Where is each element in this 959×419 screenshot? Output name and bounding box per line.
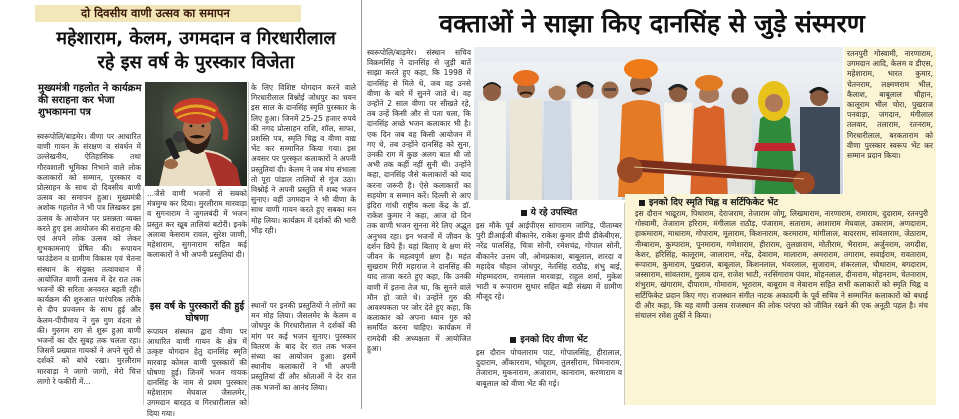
right-headline: वक्ताओं ने साझा किए दानसिंह से जुड़े संस्मरण [439, 9, 865, 38]
left-col3-top-body: के लिए विशिष्ट योगदान करने वाले गिरधारीलाल विश्नोई जोधपुर का चयन इस साल के दानसिंह स्मृति पुरस्कार के लिए हुआ। जिनमें 25-25 हजार रुपये की नगद प्रोत्साहन राशि, शॉल, साफा, प्रशस्ति पत्र, स्मृति चिह्न व वीणा वाद्य भेंट कर सम्मानित किया गया। इस अवसर पर पुरस्कृत कलाकारों ने अपनी प्रस्तुतियां दी। केलम ने जब मंच संभाला तो पूरा पांडाल तालियों से गूंज उठा। विश्नोई ने अपनी प्रस्तुति में शब्द भजन सुनाए। वहीं उगमदान ने भी वीणा के साथ वाणी गायन करते हुए सबका मन मोह लिया। कार्यक्रम में दर्शकों की भारी भीड़ रही। [251, 83, 356, 235]
left-col3-bottom [251, 301, 356, 405]
singer-photo [145, 82, 247, 186]
attendees-subhead [476, 207, 622, 220]
veena-subhead-text: इनको दिए वीणा भेंट [520, 335, 588, 345]
left-col3-bottom-body: स्थानों पर इनकी प्रस्तुतियों ने लोगों का मन मोह लिया। जैसलमेर के केलम व जोधपुर के गिरधारीलाल ने दर्शकों की मांग पर कई भजन सुनाए। पुरस्कार वितरण के बाद देर रात तक भजन संध्या का आयोजन हुआ। इसमें स्थानीय कलाकारों ने भी अपनी प्रस्तुतियां दीं और श्रोताओं ने देर रात तक भजनों का आनंद लिया। [251, 301, 356, 392]
left-column-divider-1 [143, 188, 144, 405]
certificates-text-area [635, 209, 928, 403]
kicker-bar [35, 5, 301, 22]
square-bullet-icon [521, 210, 527, 216]
certificates-subhead-text: इनको दिए स्मृति चिह्न व सर्टिफिकेट भेंट [649, 198, 779, 208]
attendees-subhead-text: ये रहे उपस्थित [530, 208, 578, 218]
right-article [362, 0, 959, 409]
left-headline-line1: महेशाराम, केलम, उगमदान व गिरधारीलाल [56, 28, 336, 49]
names-body: रतनपुरी गोस्वामी, नारणाराम, उगमदान आदि, केलम व डीएस, महेशाराम, भारत कुमार, चेतनराम, लक्ष्मणराम भील, कैलाश, बाबूलाल चौहान, कालूराम भील चोरा, पुखराज पनवाड़ा, जगदान, मंगीलाल तलवार, तलाराम, रतनराम, गिरधारीलाल, बरकताराम को वीणा पुरस्कार स्वरूप भेंट कर सम्मान प्रदान किया। [847, 49, 933, 161]
left-col1 [37, 132, 141, 405]
left-article [0, 0, 360, 418]
veena-body: इस दौरान पोचलाराम पाट, गोपालसिंह, हीरालाल, दुदाराम, औंकारराम, भोदूराम, तुलसीराम, चिमनाराम, तेजाराम, मुकनाराम, अजाराम, कानाराम, करणाराम व बाबूलाल को वीणा भेंट की गई। [476, 348, 622, 388]
attendees-block [476, 221, 622, 331]
veena-subhead [476, 334, 622, 347]
awards-subhead: इस वर्ष के पुरस्कारों की हुई घोषणा [149, 301, 245, 324]
left-deck: मुख्यमंत्री गहलोत ने कार्यक्रम की सराहना कर भेजा शुभकामना पत्र [38, 83, 142, 118]
guest-5 [598, 82, 622, 201]
certificates-box [625, 194, 936, 405]
attendees-body: इस मौके पूर्व आईपीएस सांगाराम जांगिड़, पीताम्बर पुरी डीआईजी बीकानेर, राकेश कुमार डीपी डीकेबीएस, नरेंद्र पालसिंह, चित्रा सोनी, रमेशचंद्र, गोपाल सोनी, बीकानेर उत्तम जी, ओमप्रकाश, बाबूलाल, शारदा व महादेव चौहान जोधपुर, नेतसिंह राठौड़, शंभु बाई, मोहम्मदराम, रामलाल मारवाड़ा, राहुल शर्मा, मुकेश भाटी व रूपाराम सुथार सहित बड़ी संख्या में ग्रामीण मौजूद रहे। [476, 221, 622, 302]
square-bullet-icon [639, 200, 645, 206]
square-bullet-icon [510, 337, 516, 343]
right-col1 [367, 48, 471, 405]
left-col2-bottom-body: रूपायन संस्थान द्वारा वीणा पर आधारित वाणी गायन के क्षेत्र में उत्कृष्ट योगदान हेतु दानसिंह स्मृति मारवाड़ कोमल वाणी पुरस्कारों की घोषणा हुई। जिनमें भजन गायक दानसिंह के नाम से प्रथम पुरस्कार महेशाराम मेघवाल जैसलमेर, उगमदान बारहठ व गिरधारीलाल को दिया गया। [147, 327, 247, 418]
kicker-text: दो दिवसीय वाणी उत्सव का समापन [81, 6, 230, 20]
certificates-body: इस दौरान भाद्रूराम, पिथाराम, देराजराम, तेजाराम जोगू, लिखमाराम, नारणाराम, रामाराम, दुदाराम, रतनपुरी गोस्वामी, तेजाराम हरिराम, मंगीलाल राठौड़, पंजाराम, सताराम, आशाराम मेघवाल, उकाराम, अणदाराम, हाकमाराम, माधाराम, गोपाराम, मूलाराम, किशनाराम, करमाराम, मांगीलाल, बादरराम, सांवलाराम, जेठाराम, नीम्बाराम, कुम्पाराम, पूनमाराम, गणेशाराम, हीराराम, तुलछाराम, मोतीराम, भैराराम, अर्जुनराम, जगदीश, केशर, हरिसिंह, कालूराम, जालाराम, नरेंद्र, देवाराम, मालाराम, अमराराम, तगाराम, सवाईराम, रावताराम, रूपाराम, कुमाराम, पुखराज, बाबूलाल, किशनलाल, भंवरलाल, सुजाराम, शंकरलाल, चौथाराम, बगदाराम, जस्साराम, सांवतराम, गुलाब दान, राजेश भाटी, नरसिंगाराम पंवार, मोहनलाल, दीनाराम, मोहनराम, चेतनाराम, शंभुराम, खंगाराम, दीपाराम, गोमाराम, भूराराम, बाबूराम व मेवाराम सहित सभी कलाकारों को स्मृति चिह्न व सर्टिफिकेट प्रदान किए गए। राजस्थान संगीत नाटक अकादमी के पूर्व सचिव ने सम्मानित कलाकारों को बधाई दी और कहा, कि यह वाणी उत्सव राजस्थान की लोक परंपरा को जीवित रखने की एक अनूठी पहल है। मंच संचालन रमेश तुर्की ने किया। [635, 209, 928, 321]
left-col1-body: स्वरूपोलि/बाड़मेर। वीणा पर आधारित वाणी गायन के संरक्षण व संवर्धन में उल्लेखनीय, ऐतिहासिक तथा गौरवशाली भूमिका निभाने वाले लोक कलाकारों को सम्मान, पुरस्कार व प्रोत्साहन के साथ दो दिवसीय वाणी उत्सव का समापन हुआ। मुख्यमंत्री अशोक गहलोत ने भी पत्र लिखकर इस उत्सव के आयोजन पर प्रसन्नता व्यक्त करते हुए इस आयोजन की सराहना की एवं अपने लोक उत्सव को लेकर शुभकामनाएं प्रेषित की। रूपायन फाउंडेशन व ग्रामीण विकास एवं चेतना संस्थान के संयुक्त तत्वावधान में आयोजित वाणी उत्सव में देर रात तक भजनों की सरिता अनवरत बहती रही। कार्यक्रम की शुरुआत पारंपरिक तरीके से दीप प्रज्वलन के साथ हुई और केलम-पीपीमाय ने गुरु गुण वंदना से की। गुरुगम राग से शुरू हुआ वाणी भजनों का दौर सुबह तक चलता रहा। जिसमें प्रख्यात गायकों ने अपने सुरों से दर्शकों को बांधे रखा। मुरलीराम मारवाड़ा ने जागो जागो, मेरो चित्त लागो रे फकीरी में... [37, 132, 141, 386]
left-col2-top-body: ...जैसे वाणी भजनों से सबको मंत्रमुग्ध कर दिया। मुरलीराम मारवाड़ा व सुगनाराम ने जुगलबंदी में भजन प्रस्तुत कर खूब तालियां बटोरी। इनके अलावा केसराम रावल, सुरेश जाणी, महेशाराम, सुगनाराम सहित कई कलाकारों ने भी अपनी प्रस्तुतियां दी। [147, 189, 247, 260]
certificates-subhead [639, 197, 928, 209]
left-col2-top [147, 189, 247, 299]
veena-block [476, 348, 622, 405]
stage-photo-graphic [474, 47, 843, 200]
left-col2-bottom [147, 327, 247, 418]
stage-photo [474, 47, 843, 200]
names-column [844, 47, 936, 197]
left-column-divider-2 [248, 82, 249, 405]
guest-4 [572, 82, 598, 201]
singer-photo-graphic [145, 82, 247, 186]
right-col1-body: स्वरूपोलि/बाड़मेर। संस्थान सचिव विक्रमसिंह ने दानसिंह से जुड़ी बातें साझा करते हुए कहा, कि 1998 में दानसिंह से मिले थे, जब वह उनसे वीणा के बारे में सुनने जाते थे। वह उन्होंने 2 साल वीणा पर सीखते रहे, तब उन्हें किसी और से पता चला, कि दानसिंह अच्छे भजन कलाकार भी है। एक दिन जब वह किसी आयोजन में गए थे, तब उन्होंने दानसिंह को सुना, उनकी राग में कुछ अलग बात थी जो अभी तक कहीं नहीं सुनी थी। उन्होंने कहा, दानसिंह जैसे कलाकारों को याद करना जरूरी है। ऐसे कलाकारों का सहयोग व सम्मान करें। दिल्ली से आए इंदिरा गांधी राष्ट्रीय कला केंद्र के डॉ. राकेश कुमार ने कहा, आज दो दिन तक वाणी भजन सुनना मेरे लिए अद्भुत अनुभव रहा। इन भजनों में जीवन के दर्शन छिपे हैं। यहां बिताए ये क्षण मेरे जीवन के महत्वपूर्ण क्षण है। महंत सुखराम गिरी महाराज ने दानसिंह की याद ताजा करते हुए कहा, कि उनकी वाणी में इतना तेज था, कि सुनने वाले मौन हो जाते थे। उन्होंने गुरु की आवश्यकता पर जोर देते हुए कहा, कि कलाकार को अपना ध्यान गुरु को समर्पित करना चाहिए। कार्यक्रम में रामदेवी की अध्यक्षता में आयोजित हुआ। [367, 48, 471, 353]
left-col3-top [251, 83, 356, 299]
left-headline-line2: रहे इस वर्ष के पुरस्कार विजेता [97, 52, 295, 73]
